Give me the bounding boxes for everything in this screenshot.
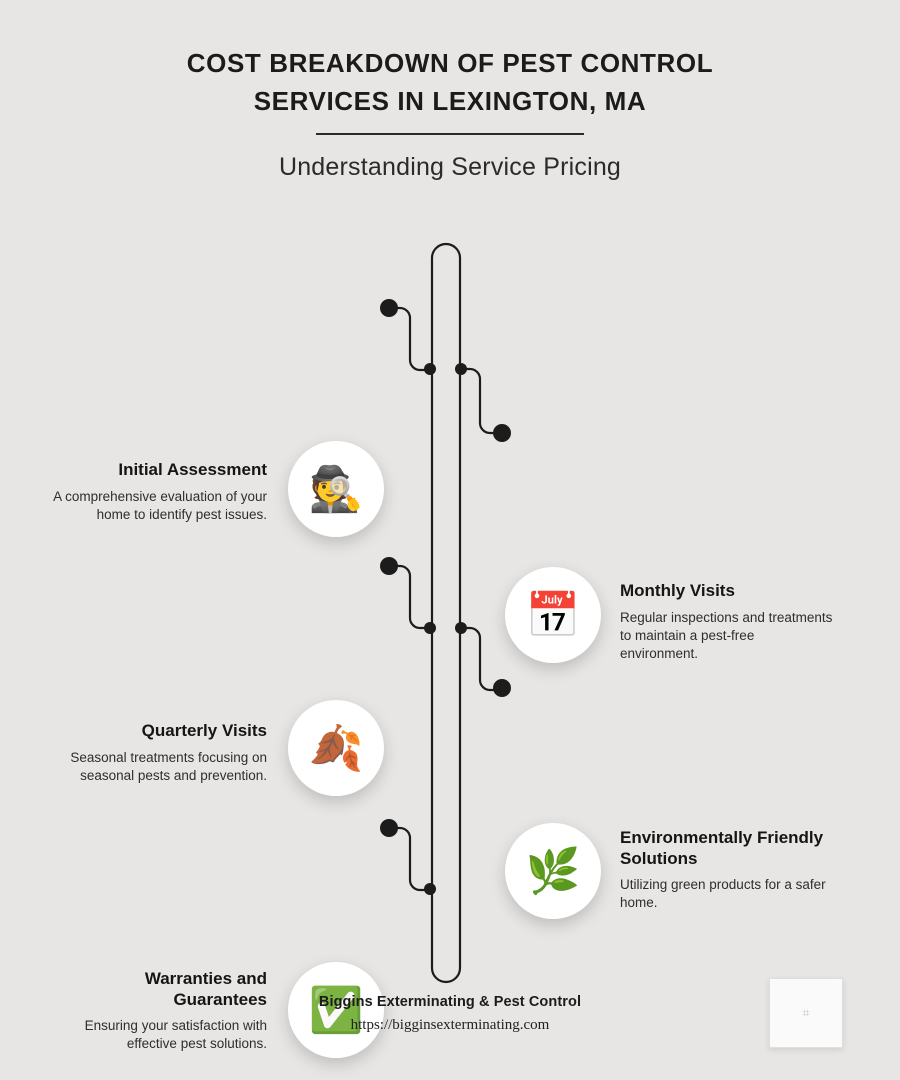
calendar-icon: 📅 [505,567,601,663]
node-text-quarterly-visits [51,721,267,785]
node-text-initial-assessment [51,460,267,524]
node-title: Monthly Visits [620,580,735,600]
qr-code[interactable] [769,978,843,1048]
connector-dot [380,819,398,837]
connector-dot [424,883,436,895]
page-footer [0,994,900,1034]
node-title: Environmentally Friendly Solutions [620,827,824,868]
node-title: Initial Assessment [118,459,267,479]
branch-1 [388,308,432,370]
connector-dot [455,622,467,634]
node-description: Regular inspections and treatments to maintain a pest-free environment. [620,609,833,661]
title-divider [316,133,584,135]
connector-dot [380,299,398,317]
connector-dot [424,363,436,375]
node-title: Warranties and Guarantees [144,968,267,1009]
company-name: Biggins Exterminating & Pest Control [318,994,582,1010]
connector-dot [493,679,511,697]
detective-icon: 🕵️ [288,441,384,537]
node-text-eco-friendly [620,828,836,912]
company-url[interactable]: https://bigginsexterminating.com [350,1017,550,1033]
check-mark-button-icon: ✅ [288,962,384,1058]
branch-2 [460,369,502,433]
node-description: Utilizing green products for a safer home. [620,877,826,911]
page-header [0,0,900,182]
page-subtitle: Understanding Service Pricing [278,152,622,181]
branch-5 [388,828,432,890]
spine-path [432,244,460,982]
fallen-leaf-icon: 🍂 [288,700,384,796]
page-title: COST BREAKDOWN OF PEST CONTROL SERVICES IN LEXINGTON, MA [186,48,714,117]
connector-dot [455,363,467,375]
connector-dot [380,557,398,575]
branch-3 [388,566,432,628]
node-text-monthly-visits [620,581,836,663]
connector-dot [493,424,511,442]
node-description: Ensuring your satisfaction with effective pest solutions. [84,1018,267,1052]
qr-glyph: ⌗ [802,1005,810,1020]
node-description: A comprehensive evaluation of your home to identify pest issues. [53,488,267,522]
node-title: Quarterly Visits [141,720,267,740]
branch-4 [460,628,502,690]
node-description: Seasonal treatments focusing on seasonal pests and prevention. [70,749,267,783]
connector-dot [424,622,436,634]
herb-leaf-icon: 🌿 [505,823,601,919]
